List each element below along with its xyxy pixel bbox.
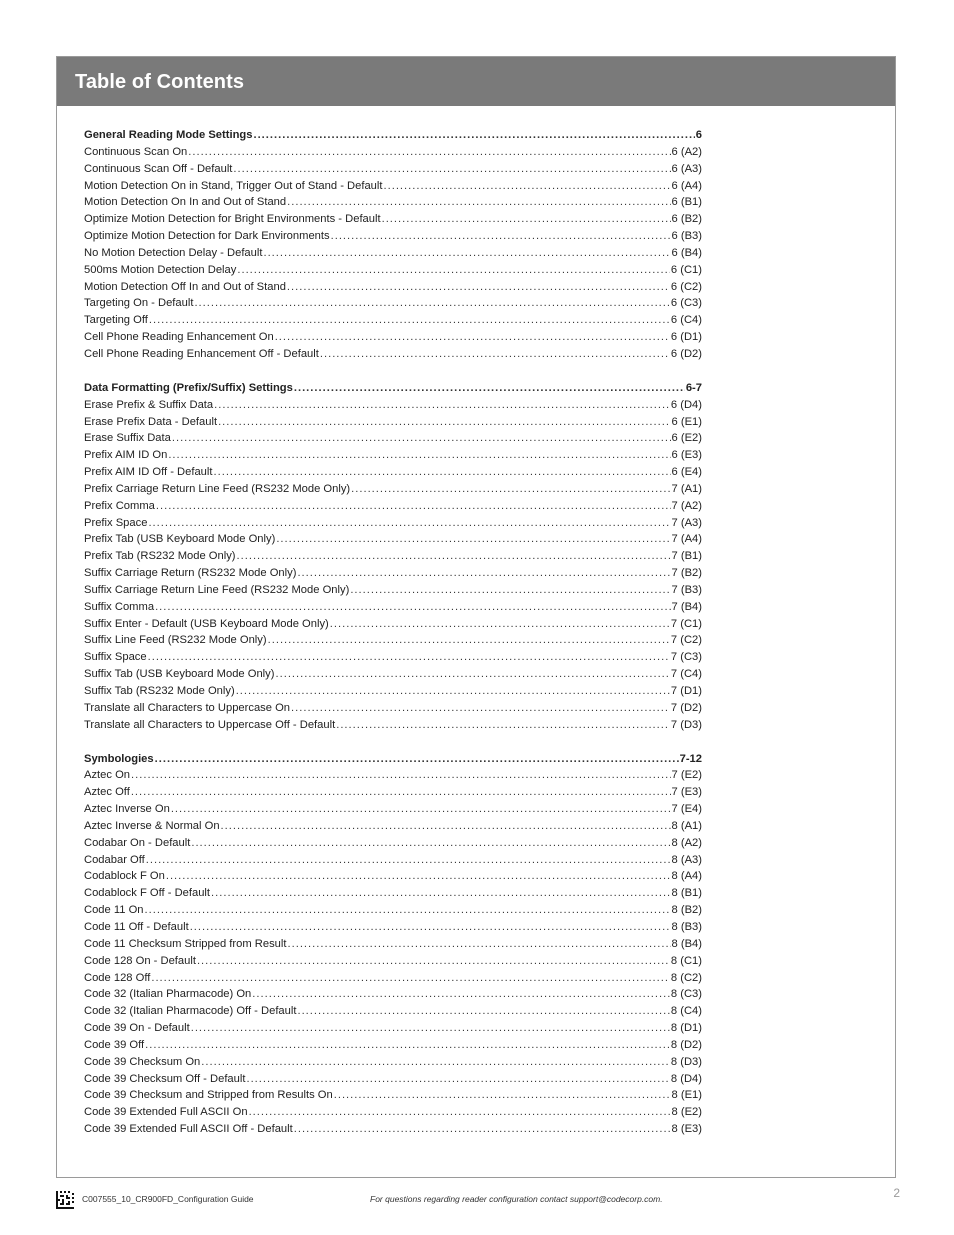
toc-entry[interactable]: [84, 986, 702, 1003]
toc-entry-label: Code 11 Off - Default: [84, 920, 189, 933]
toc-entry-page: 6 (C2): [670, 280, 702, 293]
toc-entry-page: 6 (A3): [671, 162, 702, 175]
toc-entry[interactable]: [84, 632, 702, 649]
toc-entry-page: 8 (B4): [671, 937, 702, 950]
toc-entry-page: 8 (B3): [671, 920, 702, 933]
toc-entry[interactable]: [84, 902, 702, 919]
toc-entry-page: 8 (E2): [671, 1106, 702, 1119]
toc-heading-page: 6: [695, 129, 702, 141]
toc-entry-page: 7 (D3): [670, 718, 702, 731]
footer-doc-id: C007555_10_CR900FD_Configuration Guide: [82, 1194, 254, 1204]
toc-entry-page: 7 (B2): [671, 567, 702, 580]
header-bar: [57, 57, 895, 106]
toc-entry-page: 8 (D1): [670, 1022, 702, 1035]
toc-entry-page: 6 (A4): [671, 179, 702, 192]
toc-entry-page: 7 (E2): [671, 769, 702, 782]
toc-entry[interactable]: [84, 312, 702, 329]
toc-entry-label: Suffix Tab (RS232 Mode Only): [84, 685, 235, 697]
toc-entry[interactable]: [84, 397, 702, 414]
toc-entry-page: 8 (D2): [670, 1038, 702, 1051]
toc-entry-page: 6 (E3): [671, 449, 702, 462]
toc-entry[interactable]: [84, 346, 702, 363]
toc-entry[interactable]: [84, 447, 702, 464]
toc-entry-label: Code 32 (Italian Pharmacode) Off - Default: [84, 1005, 297, 1018]
toc-entry-page: 8 (C2): [670, 971, 702, 984]
toc-entry-label: Prefix Comma: [84, 499, 155, 512]
page-title: Table of Contents: [75, 71, 245, 93]
toc-entry-label: Suffix Line Feed (RS232 Mode Only): [84, 634, 267, 647]
toc-entry-label: Optimize Motion Detection for Dark Environments: [84, 230, 330, 243]
toc-entry[interactable]: [84, 818, 702, 835]
toc-entry-page: 8 (A3): [671, 853, 702, 866]
toc-entry[interactable]: [84, 548, 702, 565]
toc-entry-label: Prefix Carriage Return Line Feed (RS232 Mode Only): [84, 482, 351, 495]
toc-entry[interactable]: [84, 700, 702, 717]
toc-entry[interactable]: [84, 430, 702, 447]
toc-entry-label: Targeting Off: [84, 314, 148, 327]
toc-entry-page: 7 (E4): [671, 803, 702, 816]
toc-entry[interactable]: [84, 245, 702, 262]
toc-entry-page: 6 (C1): [670, 263, 702, 276]
toc-heading-label: Symbologies: [84, 752, 154, 765]
toc-entry-label: Translate all Characters to Uppercase On: [84, 701, 291, 714]
toc-entry[interactable]: [84, 295, 702, 312]
toc-entry-label: Suffix Space: [84, 651, 147, 664]
toc-entry[interactable]: [84, 666, 702, 683]
toc-entry-page: 7 (A3): [671, 516, 702, 529]
toc-entry-page: 6 (D1): [670, 331, 702, 344]
toc-entry-page: 6 (C4): [670, 314, 702, 327]
toc-entry[interactable]: [84, 599, 702, 616]
toc-section-data-formatting: [84, 380, 702, 734]
toc-entry[interactable]: [84, 228, 702, 245]
toc-entry-page: 8 (A4): [671, 870, 702, 883]
toc-entry-page: 6 (B3): [671, 230, 702, 243]
toc-entry-label: Code 39 On - Default: [84, 1022, 190, 1035]
toc-entry-page: 7 (E3): [671, 786, 702, 799]
page-footer: [56, 1186, 900, 1214]
toc-entry-label: Erase Suffix Data: [84, 432, 171, 445]
toc-heading[interactable]: [84, 380, 702, 397]
toc-entry-label: Code 39 Checksum and Stripped from Results On: [84, 1089, 333, 1102]
toc-heading[interactable]: [84, 127, 702, 144]
toc-entry[interactable]: [84, 683, 702, 700]
toc-entry-page: 6 (E2): [671, 432, 702, 445]
toc-entry[interactable]: [84, 717, 702, 734]
toc-entry[interactable]: [84, 885, 702, 902]
toc-entry-label: Code 39 Off: [84, 1038, 145, 1051]
toc-entry-page: 7 (D2): [670, 701, 702, 714]
toc-entry[interactable]: [84, 1037, 702, 1054]
toc-entry[interactable]: [84, 1121, 702, 1138]
toc-entry-label: Code 128 On - Default: [84, 954, 196, 967]
toc-entry-label: Codabar Off: [84, 853, 145, 866]
toc-entry[interactable]: [84, 1087, 702, 1104]
toc-entry[interactable]: [84, 565, 702, 582]
toc-entry-label: Suffix Enter - Default (USB Keyboard Mode Only): [84, 617, 329, 630]
toc-entry-label: Translate all Characters to Uppercase Off - Default: [84, 718, 336, 731]
toc-entry[interactable]: [84, 1071, 702, 1088]
toc-entry-label: Erase Prefix & Suffix Data: [84, 398, 214, 411]
toc-entry-label: Prefix Tab (RS232 Mode Only): [84, 550, 236, 563]
toc-entry-page: 7 (C3): [670, 651, 702, 664]
toc-entry[interactable]: [84, 835, 702, 852]
toc-entry[interactable]: [84, 1020, 702, 1037]
toc-entry[interactable]: [84, 970, 702, 987]
page-number: 2: [893, 1186, 900, 1200]
toc-entry-page: 7 (B4): [671, 600, 702, 613]
table-of-contents: [84, 127, 702, 1155]
toc-entry-label: Code 39 Extended Full ASCII On: [84, 1106, 248, 1119]
toc-entry-page: 7 (A4): [671, 533, 702, 546]
toc-entry-page: 6 (D4): [670, 398, 702, 411]
toc-entry-page: 8 (A1): [671, 819, 702, 832]
toc-entry-page: 7 (A1): [671, 482, 702, 495]
toc-entry[interactable]: [84, 1104, 702, 1121]
toc-entry-label: Prefix AIM ID Off - Default: [84, 466, 213, 479]
toc-entry-label: Code 11 Checksum Stripped from Result: [84, 937, 287, 950]
toc-entry-label: Motion Detection On In and Out of Stand: [84, 196, 287, 209]
toc-entry[interactable]: [84, 616, 702, 633]
toc-entry-page: 6 (E4): [671, 466, 702, 479]
toc-entry[interactable]: [84, 767, 702, 784]
toc-entry-page: 8 (D4): [670, 1072, 702, 1085]
toc-entry-page: 7 (B1): [671, 550, 702, 563]
toc-entry[interactable]: [84, 329, 702, 346]
toc-entry-page: 6 (D2): [670, 347, 702, 360]
toc-entry[interactable]: [84, 852, 702, 869]
toc-entry[interactable]: [84, 262, 702, 279]
toc-entry[interactable]: [84, 649, 702, 666]
toc-entry-label: Code 39 Extended Full ASCII Off - Default: [84, 1123, 293, 1136]
toc-entry-page: 7 (C2): [670, 634, 702, 647]
toc-entry-page: 8 (C3): [670, 988, 702, 1001]
toc-heading-page: 7-12: [679, 752, 702, 765]
toc-entry-page: 8 (C1): [670, 954, 702, 967]
toc-entry-label: Aztec Inverse On: [84, 803, 170, 816]
toc-entry-page: 8 (B1): [671, 887, 702, 900]
toc-entry-label: Codabar On - Default: [84, 836, 191, 849]
toc-entry-label: Prefix AIM ID On: [84, 449, 168, 462]
toc-entry-label: Code 128 Off: [84, 971, 151, 984]
toc-entry-label: Codablock F On: [84, 870, 165, 883]
toc-entry-page: 6 (B2): [671, 213, 702, 226]
toc-entry-label: Optimize Motion Detection for Bright Environments - Default: [84, 213, 381, 226]
toc-entry-page: 8 (C4): [670, 1005, 702, 1018]
toc-entry-label: Code 11 On: [84, 904, 144, 917]
toc-entry-label: Code 39 Checksum Off - Default: [84, 1072, 246, 1085]
page-frame: [56, 56, 896, 1178]
toc-entry-page: 6 (B4): [671, 246, 702, 259]
toc-entry[interactable]: [84, 211, 702, 228]
toc-entry-label: Erase Prefix Data - Default: [84, 415, 218, 428]
toc-entry-label: Code 39 Checksum On: [84, 1055, 201, 1068]
toc-entry-label: Continuous Scan Off - Default: [84, 162, 233, 175]
toc-entry-label: Prefix Tab (USB Keyboard Mode Only): [84, 533, 276, 546]
toc-entry[interactable]: [84, 414, 702, 431]
toc-entry-page: 6 (E1): [671, 415, 702, 428]
toc-heading-label: Data Formatting (Prefix/Suffix) Settings: [84, 381, 293, 394]
toc-entry-label: Aztec Off: [84, 786, 130, 799]
toc-entry[interactable]: [84, 1003, 702, 1020]
toc-entry[interactable]: [84, 194, 702, 211]
toc-entry-label: 500ms Motion Detection Delay: [84, 263, 237, 276]
toc-entry-label: Cell Phone Reading Enhancement On: [84, 331, 274, 344]
toc-heading[interactable]: [84, 751, 702, 768]
toc-entry-page: 8 (D3): [670, 1055, 702, 1068]
toc-entry[interactable]: [84, 515, 702, 532]
toc-entry-label: Suffix Comma: [84, 600, 155, 613]
toc-heading-page: 6-7: [685, 381, 702, 394]
toc-entry-label: Prefix Space: [84, 516, 148, 529]
footer-contact-note: For questions regarding reader configuration contact support@codecorp.com.: [370, 1194, 663, 1204]
toc-entry[interactable]: [84, 178, 702, 195]
toc-entry[interactable]: [84, 868, 702, 885]
toc-entry-label: Aztec Inverse & Normal On: [84, 819, 220, 832]
toc-heading-label: General Reading Mode Settings: [84, 129, 253, 141]
toc-entry-page: 7 (D1): [670, 685, 702, 697]
toc-entry-page: 6 (A2): [671, 145, 702, 158]
toc-entry-page: 8 (E3): [671, 1123, 702, 1136]
toc-entry-label: Code 32 (Italian Pharmacode) On: [84, 988, 252, 1001]
toc-section-symbologies: [84, 751, 702, 1138]
toc-entry[interactable]: [84, 784, 702, 801]
toc-entry-page: 8 (A2): [671, 836, 702, 849]
datamatrix-code-icon: [56, 1191, 74, 1209]
toc-entry[interactable]: [84, 161, 702, 178]
toc-entry-page: 8 (B2): [671, 904, 702, 917]
toc-entry[interactable]: [84, 953, 702, 970]
toc-entry-label: Motion Detection On in Stand, Trigger Out of Stand - Default: [84, 179, 383, 192]
toc-entry-label: Motion Detection Off In and Out of Stand: [84, 280, 286, 293]
toc-entry-page: 6 (C3): [670, 297, 702, 310]
toc-entry-label: Targeting On - Default: [84, 297, 194, 310]
toc-entry-page: 6 (B1): [671, 196, 702, 209]
toc-entry-label: Aztec On: [84, 769, 131, 782]
toc-entry[interactable]: [84, 1054, 702, 1071]
toc-section-general-reading-mode: [84, 127, 702, 363]
toc-entry-label: Continuous Scan On: [84, 145, 188, 158]
toc-entry[interactable]: [84, 464, 702, 481]
toc-entry[interactable]: [84, 531, 702, 548]
toc-entry-page: 7 (C4): [670, 668, 702, 681]
toc-entry-label: Suffix Carriage Return Line Feed (RS232 Mode Only): [84, 583, 350, 596]
toc-entry-label: No Motion Detection Delay - Default: [84, 246, 263, 259]
toc-entry[interactable]: [84, 582, 702, 599]
toc-entry[interactable]: [84, 801, 702, 818]
toc-entry[interactable]: [84, 279, 702, 296]
toc-entry[interactable]: [84, 498, 702, 515]
toc-entry[interactable]: [84, 936, 702, 953]
toc-entry-page: 7 (B3): [671, 583, 702, 596]
toc-entry[interactable]: [84, 481, 702, 498]
toc-entry-page: 8 (E1): [671, 1089, 702, 1102]
toc-entry-label: Suffix Carriage Return (RS232 Mode Only): [84, 567, 297, 580]
toc-entry-label: Cell Phone Reading Enhancement Off - Default: [84, 347, 319, 360]
toc-entry[interactable]: [84, 144, 702, 161]
toc-entry-page: 7 (C1): [670, 617, 702, 630]
toc-entry[interactable]: [84, 919, 702, 936]
toc-entry-page: 7 (A2): [671, 499, 702, 512]
toc-entry-label: Suffix Tab (USB Keyboard Mode Only): [84, 668, 275, 681]
toc-entry-label: Codablock F Off - Default: [84, 887, 211, 900]
